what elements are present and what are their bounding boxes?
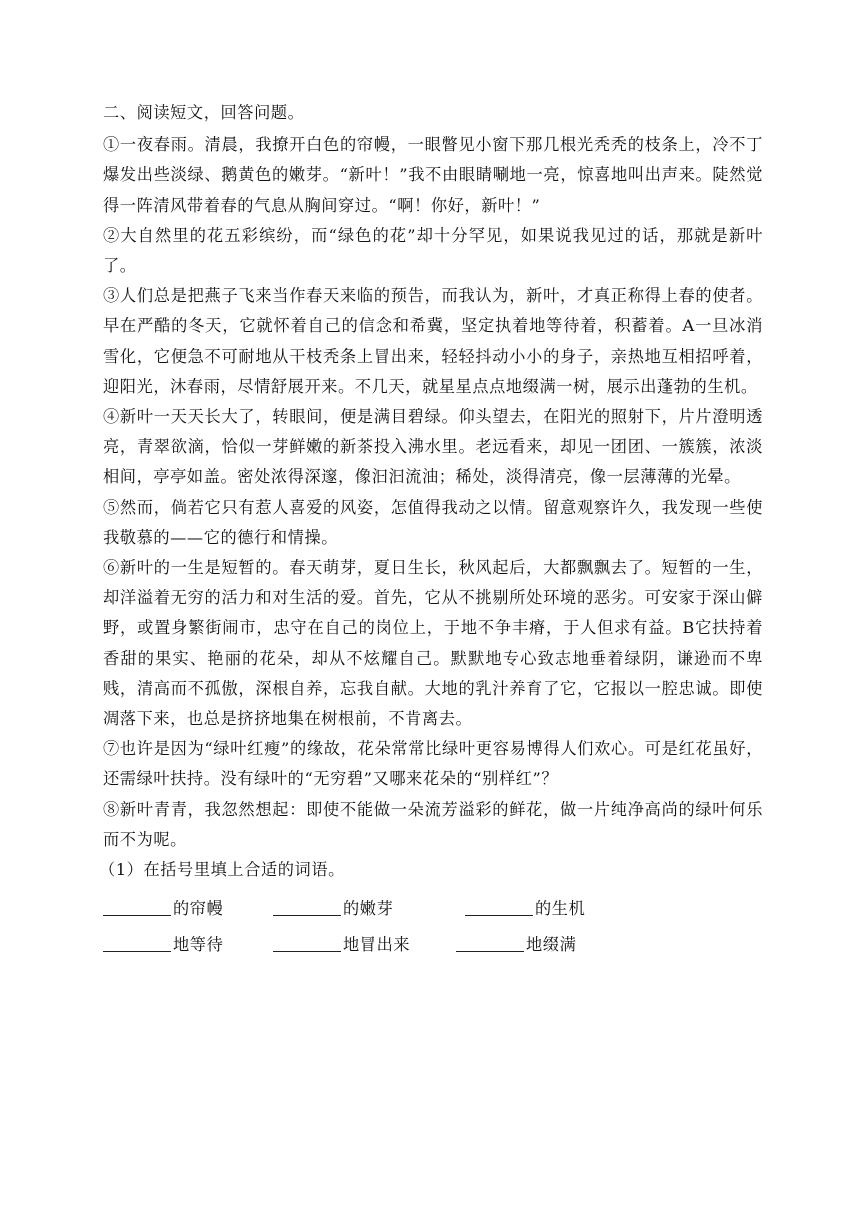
question-prompt: （1）在括号里填上合适的词语。 [99, 860, 345, 880]
paragraph-1: ①一夜春雨。清晨，我撩开白色的帘幔，一眼瞥见小窗下那几根光秃秃的枝条上，冷不丁爆发出些淡绿、鹅黄色的嫩芽。“新叶！”我不由眼睛唰地一亮，惊喜地叫出声来。陡然觉得一阵清风带着春的气息从胸间穿过。“啊！你好，新叶！” [103, 135, 763, 215]
fill-suffix: 地冒出来 [343, 935, 411, 955]
paragraph-3: ③人们总是把燕子飞来当作春天来临的预告，而我认为，新叶，才真正称得上春的使者。早在严酷的冬天，它就怀着自己的信念和希冀，坚定执着地等待着，积蓄着。A一旦冰消雪化，它便急不可耐地从干枝秃条上冒出来，轻轻抖动小小的身子，亲热地互相招呼着，迎阳光，沐春雨，尽情舒展开来。不几天，就星星点点地缀满一树，展示出蓬勃的生机。 [103, 286, 763, 396]
section-heading: 二、阅读短文，回答问题。 [103, 103, 305, 122]
document-page [99, 98, 763, 963]
fill-row-1 [103, 891, 763, 927]
answer-blank[interactable] [456, 933, 524, 952]
fill-suffix: 地等待 [173, 935, 224, 955]
fill-suffix: 的生机 [535, 899, 586, 919]
paragraph-6: ⑥新叶的一生是短暂的。春天萌芽，夏日生长，秋风起后，大都飘飘去了。短暂的一生，却洋溢着无穷的活力和对生活的爱。首先，它从不挑剔所处环境的恶劣。可安家于深山僻野，或置身繁街闹市，忠守在自己的岗位上，于地不争丰瘠，于人但求有益。B它扶持着香甜的果实、艳丽的花朵，却从不炫耀自己。默默地专心致志地垂着绿阴，谦逊而不卑贱，清高而不孤傲，深根自养，忘我自献。大地的乳汁养育了它，它报以一腔忠诚。即使凋落下来，也总是挤挤地集在树根前，不肯离去。 [103, 558, 763, 729]
fill-row-2 [103, 927, 763, 963]
answer-blank[interactable] [465, 897, 533, 916]
fill-suffix: 的嫩芽 [343, 899, 394, 919]
fill-item [273, 930, 456, 960]
answer-blank[interactable] [273, 933, 341, 952]
fill-item [103, 930, 273, 960]
paragraph-2: ②大自然里的花五彩缤纷，而“绿色的花”却十分罕见，如果说我见过的话，那就是新叶了。 [103, 225, 763, 276]
paragraph-5: ⑤然而，倘若它只有惹人喜爱的风姿，怎值得我动之以情。留意观察许久，我发现一些使我敬慕的——它的德行和情操。 [103, 497, 763, 547]
fill-item [465, 894, 585, 924]
fill-item [103, 894, 273, 924]
answer-blank[interactable] [103, 933, 171, 952]
answer-blank[interactable] [103, 897, 171, 916]
fill-suffix: 地缀满 [526, 935, 577, 955]
paragraph-4: ④新叶一天天长大了，转眼间，便是满目碧绿。仰头望去，在阳光的照射下，片片澄明透亮，青翠欲滴，恰似一芽鲜嫩的新茶投入沸水里。老远看来，却见一团团、一簇簇，浓淡相间，亭亭如盖。密处浓得深邃，像汩汩流油；稀处，淡得清亮，像一层薄薄的光晕。 [103, 407, 763, 487]
paragraph-8: ⑧新叶青青，我忽然想起：即使不能做一朵流芳溢彩的鲜花，做一片纯净高尚的绿叶何乐而不为呢。 [103, 799, 763, 849]
fill-suffix: 的帘幔 [173, 899, 224, 919]
paragraph-7: ⑦也许是因为“绿叶红瘦”的缘故，花朵常常比绿叶更容易博得人们欢心。可是红花虽好，还需绿叶扶持。没有绿叶的“无穷碧”又哪来花朵的“别样红”？ [103, 739, 763, 789]
fill-item [456, 930, 576, 960]
answer-blank[interactable] [273, 897, 341, 916]
fill-item [273, 894, 465, 924]
